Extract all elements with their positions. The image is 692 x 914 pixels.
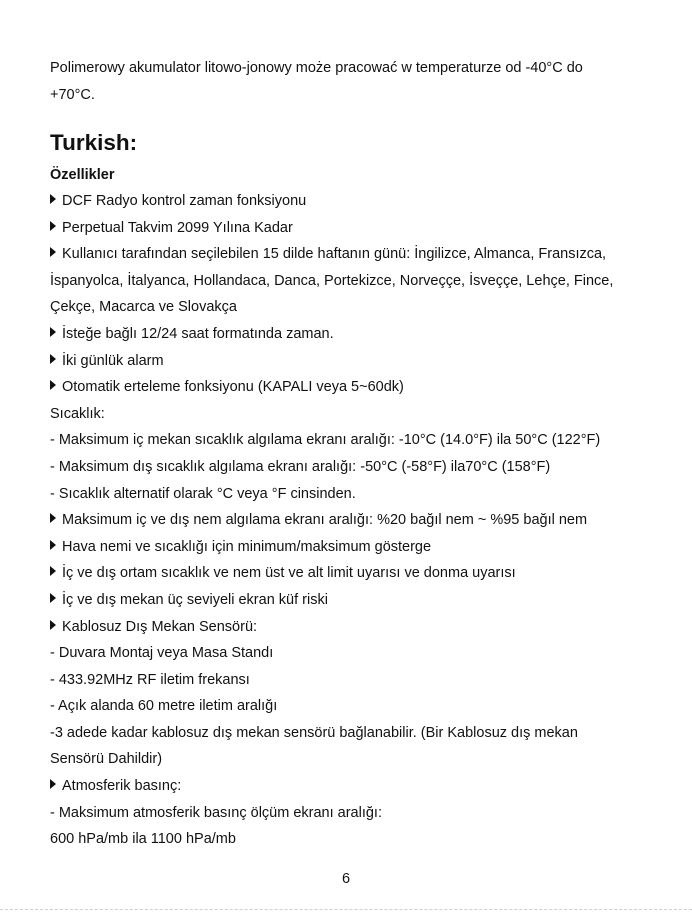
triangle-bullet-icon [50, 327, 56, 337]
intro-paragraph [50, 55, 650, 108]
triangle-bullet-icon [50, 194, 56, 204]
text-line [50, 800, 650, 827]
line-text: İspanyolca, İtalyanca, Hollandaca, Danca, Portekizce, Norveççe, İsveççe, Lehçe, Fince, [50, 272, 614, 289]
line-text: DCF Radyo kontrol zaman fonksiyonu [62, 193, 307, 209]
bullet-item [50, 534, 650, 561]
triangle-bullet-icon [50, 513, 56, 523]
line-text: - Maksimum iç mekan sıcaklık algılama ekranı aralığı: -10°C (14.0°F) ila 50°C (122°F) [50, 432, 601, 449]
triangle-bullet-icon [50, 540, 56, 550]
triangle-bullet-icon [50, 221, 56, 231]
text-line [50, 454, 650, 481]
bullet-item [50, 241, 650, 268]
line-text: Maksimum iç ve dış nem algılama ekranı aralığı: %20 bağıl nem ~ %95 bağıl nem [62, 512, 588, 529]
line-text: Çekçe, Macarca ve Slovakça [50, 299, 237, 316]
feature-list [50, 188, 650, 853]
subheading: Özellikler [50, 167, 115, 183]
bullet-item [50, 321, 650, 348]
line-text: Hava nemi ve sıcaklığı için minimum/maksimum gösterge [62, 538, 432, 555]
document-page [50, 55, 650, 853]
bullet-item [50, 348, 650, 375]
line-text: 600 hPa/mb ila 1100 hPa/mb [50, 831, 236, 848]
text-line [50, 401, 650, 428]
line-text: İsteğe bağlı 12/24 saat formatında zaman. [62, 325, 334, 342]
line-text: Otomatik erteleme fonksiyonu (KAPALI veya 5~60dk) [62, 379, 404, 396]
text-line [50, 268, 650, 295]
triangle-bullet-icon [50, 620, 56, 630]
bullet-item [50, 560, 650, 587]
bullet-item [50, 507, 650, 534]
line-text: - Maksimum atmosferik basınç ölçüm ekranı aralığı: [50, 804, 382, 821]
bullet-item [50, 188, 650, 215]
bullet-item [50, 614, 650, 641]
text-line [50, 746, 650, 773]
section-title: Turkish: [50, 130, 138, 155]
line-text: - Açık alanda 60 metre iletim aralığı [50, 698, 278, 715]
line-text: Sıcaklık: [50, 405, 105, 422]
line-text: -3 adede kadar kablosuz dış mekan sensörü bağlanabilir. (Bir Kablosuz dış mekan [50, 724, 578, 741]
line-text: İç ve dış mekan üç seviyeli ekran küf riski [62, 591, 328, 608]
line-text: - Sıcaklık alternatif olarak °C veya °F cinsinden. [50, 485, 356, 502]
triangle-bullet-icon [50, 593, 56, 603]
triangle-bullet-icon [50, 566, 56, 576]
bullet-item [50, 773, 650, 800]
line-text: - Maksimum dış sıcaklık algılama ekranı aralığı: -50°C (-58°F) ila70°C (158°F) [50, 458, 551, 475]
triangle-bullet-icon [50, 779, 56, 789]
page-number: 6 [341, 871, 351, 887]
line-text: İki günlük alarm [62, 352, 164, 369]
text-line [50, 693, 650, 720]
line-text: İç ve dış ortam sıcaklık ve nem üst ve alt limit uyarısı ve donma uyarısı [62, 565, 516, 582]
text-line [50, 720, 650, 747]
footer-divider [0, 909, 692, 910]
intro-line: +70°C. [50, 86, 95, 103]
line-text: - Duvara Montaj veya Masa Standı [50, 645, 274, 662]
line-text: Kablosuz Dış Mekan Sensörü: [62, 618, 258, 635]
triangle-bullet-icon [50, 354, 56, 364]
line-text: Perpetual Takvim 2099 Yılına Kadar [62, 219, 293, 236]
line-text: Atmosferik basınç: [62, 778, 182, 795]
text-line [50, 481, 650, 508]
text-line [50, 427, 650, 454]
intro-line: Polimerowy akumulator litowo-jonowy może pracować w temperaturze od -40°C do [50, 60, 583, 76]
triangle-bullet-icon [50, 380, 56, 390]
text-line [50, 640, 650, 667]
text-line [50, 294, 650, 321]
line-text: - 433.92MHz RF iletim frekansı [50, 671, 250, 688]
line-text: Sensörü Dahildir) [50, 751, 163, 768]
bullet-item [50, 374, 650, 401]
line-text: Kullanıcı tarafından seçilebilen 15 dilde haftanın günü: İngilizce, Almanca, Fransızca, [62, 246, 607, 263]
bullet-item [50, 215, 650, 242]
text-line [50, 826, 650, 853]
triangle-bullet-icon [50, 247, 56, 257]
text-line [50, 667, 650, 694]
bullet-item [50, 587, 650, 614]
